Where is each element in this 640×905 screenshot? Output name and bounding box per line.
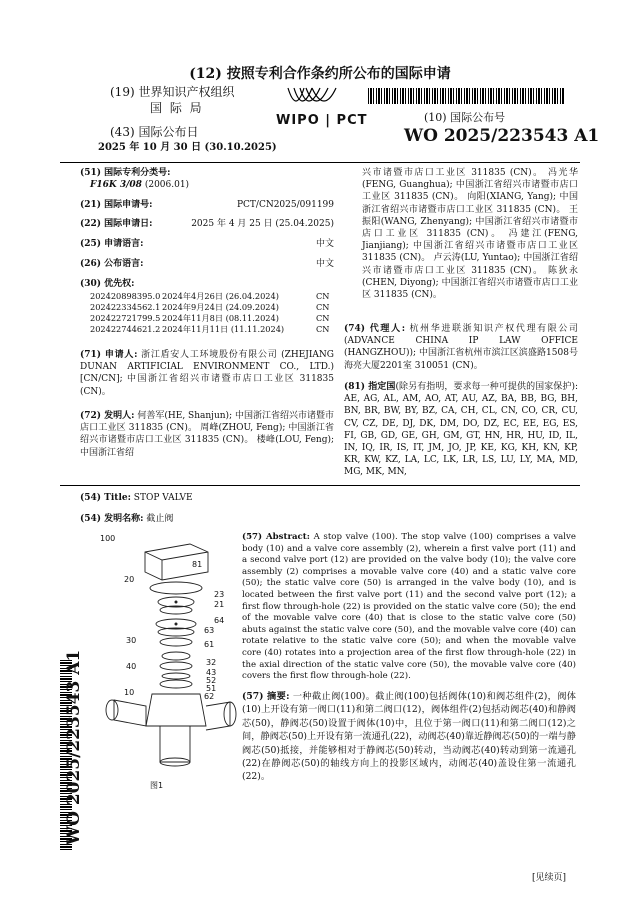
bureau-name: 国 际 局 (150, 101, 204, 115)
agent-field: (74) 代理人: 杭州华进联浙知识产权代理有限公司 (ADVANCE CHINA IP LAW OFFICE (HANGZHOU)); 中国浙江省杭州市滨江区滨盛路1508号海亮大厦2201室 310051 (CN)。 (344, 324, 578, 371)
abstract-chinese: (57) 摘要: 一种截止阀(100)。截止阀(100)包括阀体(10)和阀芯组件(2)，阀体(10)上开设有第一阀口(11)和第二阀口(12)，阀体组件(2)包括动阀芯(40)和静阀芯(50)，静阀芯(50)设置于阀体(10)中，且位于第一阀口(11)和第二阀口(12)之间，静阀芯(50)上开设有第一流通孔(22)，动阀芯(40)靠近静阀芯(50)的一端与静阀芯(50)抵接，并能够相对于静阀芯(50)转动，当动阀芯(40)转动到第一流通孔(22)在静阀芯(50)的轴线方向上的投影区域内，动阀芯(40)盖设住第一流通孔(22)。 (242, 691, 576, 783)
figure-label: 21 (214, 600, 225, 609)
publication-number: WO 2025/223543 A1 (404, 126, 600, 146)
wipo-pct-logo-text: WIPO | PCT (276, 113, 368, 128)
figure-label: 40 (126, 662, 137, 671)
figure-label: 51 (206, 684, 217, 693)
biblio-divider (60, 485, 580, 486)
priority-item: 202422334562.1 2024年9月24日 (24.09.2024) CN (90, 302, 330, 312)
publication-language-field: (26) 公布语言: 中文 (80, 259, 334, 269)
figure-label: 10 (124, 688, 135, 697)
figure-label: 20 (124, 575, 135, 584)
pub-no-label: (10) 国际公布号 (424, 111, 506, 124)
application-number-field: (21) 国际申请号: PCT/CN2025/091199 (80, 200, 334, 210)
designated-states-field: (81) 指定国(除另有指明，要求每一种可提供的国家保护): AE, AG, AL, AM, AO, AT, AU, AZ, BA, BB, BG, BH, BN, BR, BW, BY, BZ, CA, CH, CL, CN, CO, CR, CU, CV, CZ, DE, DJ, DK, DM, DO, DZ, EC, EE, EG, ES, FI, GB, GD, GE, GH, GM, GT, HN, HR, HU, ID, IL, IN, IQ, IR, IS, IT, JM, JO, JP, KE, KG, KH, KN, KP, KR, KW, KZ, LA, LC, LK, LR, LS, LU, LY, MA, MD, MG, MK, MN, (344, 382, 578, 478)
pub-date: 2025 年 10 月 30 日 (30.10.2025) (98, 142, 277, 153)
figure-label: 43 (206, 668, 217, 677)
wipo-emblem-icon (286, 84, 338, 116)
figure-label: 81 (192, 560, 203, 569)
figure-label: 100 (100, 534, 116, 543)
valve-drawing-icon (90, 530, 240, 800)
header-divider (60, 162, 580, 163)
inventor-continued: 兴市诸暨市店口工业区 311835 (CN)。 冯光华(FENG, Guanghua); 中国浙江省绍兴市诸暨市店口工业区 311835 (CN)。 向阳(XIANG, Yang); 中国浙江省绍兴市诸暨市店口工业区 311835 (CN)。 王振阳(WANG, Zhenyang); 中国浙江省绍兴市诸暨市店口工业区 311835 (CN)。 冯建江(FENG, Jianjiang); 中国浙江省绍兴市诸暨市店口工业区 311835 (CN)。 卢云涛(LU, Yuntao); 中国浙江省绍兴市诸暨市店口工业区 311835 (CN)。 陈狄永(CHEN, Diyong); 中国浙江省绍兴市诸暨市店口工业区 311835 (CN)。 (362, 168, 578, 301)
barcode (368, 88, 564, 104)
priority-list (90, 291, 336, 335)
figure-label: 64 (214, 616, 225, 625)
figure-label: 62 (204, 692, 215, 701)
figure-label: 32 (206, 658, 217, 667)
inventor-field: (72) 发明人: 何善军(HE, Shanjun); 中国浙江省绍兴市诸暨市店口工业区 311835 (CN)。 周峰(ZHOU, Feng); 中国浙江省绍兴市诸暨市店口工业区 311835 (CN)。 楼峰(LOU, Feng); 中国浙江省绍 (80, 411, 334, 458)
figure-label: 30 (126, 636, 137, 645)
priority-item: 202422744621.2 2024年11月11日 (11.11.2024) CN (90, 324, 330, 334)
filing-language-field: (25) 申请语言: 中文 (80, 239, 334, 249)
figure-label: 61 (204, 640, 215, 649)
priority-item: 202420898395.0 2024年4月26日 (26.04.2024) CN (90, 291, 330, 301)
title-english: (54) Title: STOP VALVE (80, 493, 193, 503)
applicant-field: (71) 申请人: 浙江盾安人工环境股份有限公司 (ZHEJIANG DUNAN ARTIFICIAL ENVIRONMENT CO., LTD.) [CN/CN]; 中国浙江省绍兴市诸暨市店口工业区 311835 (CN)。 (80, 350, 334, 397)
priority-label: (30) 优先权: (80, 279, 135, 289)
title-chinese: (54) 发明名称: 截止阀 (80, 514, 174, 524)
figure-label: 52 (206, 676, 217, 685)
figure-caption: 图1 (150, 781, 164, 790)
side-publication-number: WO 2025/223543 A1 (64, 649, 84, 845)
continued-note: [见续页] (532, 873, 567, 883)
priority-item: 202422721799.5 2024年11月8日 (08.11.2024) CN (90, 313, 330, 323)
abstract-english: (57) Abstract: A stop valve (100). The stop valve (100) comprises a valve body (10) and a valve core assembly (2), wherein a first valve port (11) and a second valve port (12) are provided on the valve body (10); the valve core assembly (2) comprises a movable valve core (40) and a static valve core (50); the static valve core (50) is arranged in the valve body (10), and is located between the first valve port (11) and the second valve port (12); a first flow through-hole (22) is provided on the static valve core (50); the end of the movable valve core (40) that is close to the static valve core (50) abuts against the static valve core (50), and the movable valve core (40) can rotate relative to the static valve core (50); and when the movable valve core (40) rotates into a projection area of the first flow through-hole (22) in the axial direction of the static valve core (50), the movable valve core (40) covers the first flow through-hole (22). (242, 532, 576, 682)
pub-date-label: (43) 国际公布日 (110, 125, 199, 139)
figure-label: 23 (214, 590, 225, 599)
organization-name: (19) 世界知识产权组织 (110, 85, 235, 99)
document-type-title: (12) 按照专利合作条约所公布的国际申请 (189, 66, 451, 82)
ipc-field: (51) 国际专利分类号: F16K 3/08 (2006.01) (80, 168, 190, 191)
filing-date-field: (22) 国际申请日: 2025 年 4 月 25 日 (25.04.2025) (80, 219, 334, 229)
valve-figure (90, 530, 240, 800)
figure-label: 63 (204, 626, 215, 635)
